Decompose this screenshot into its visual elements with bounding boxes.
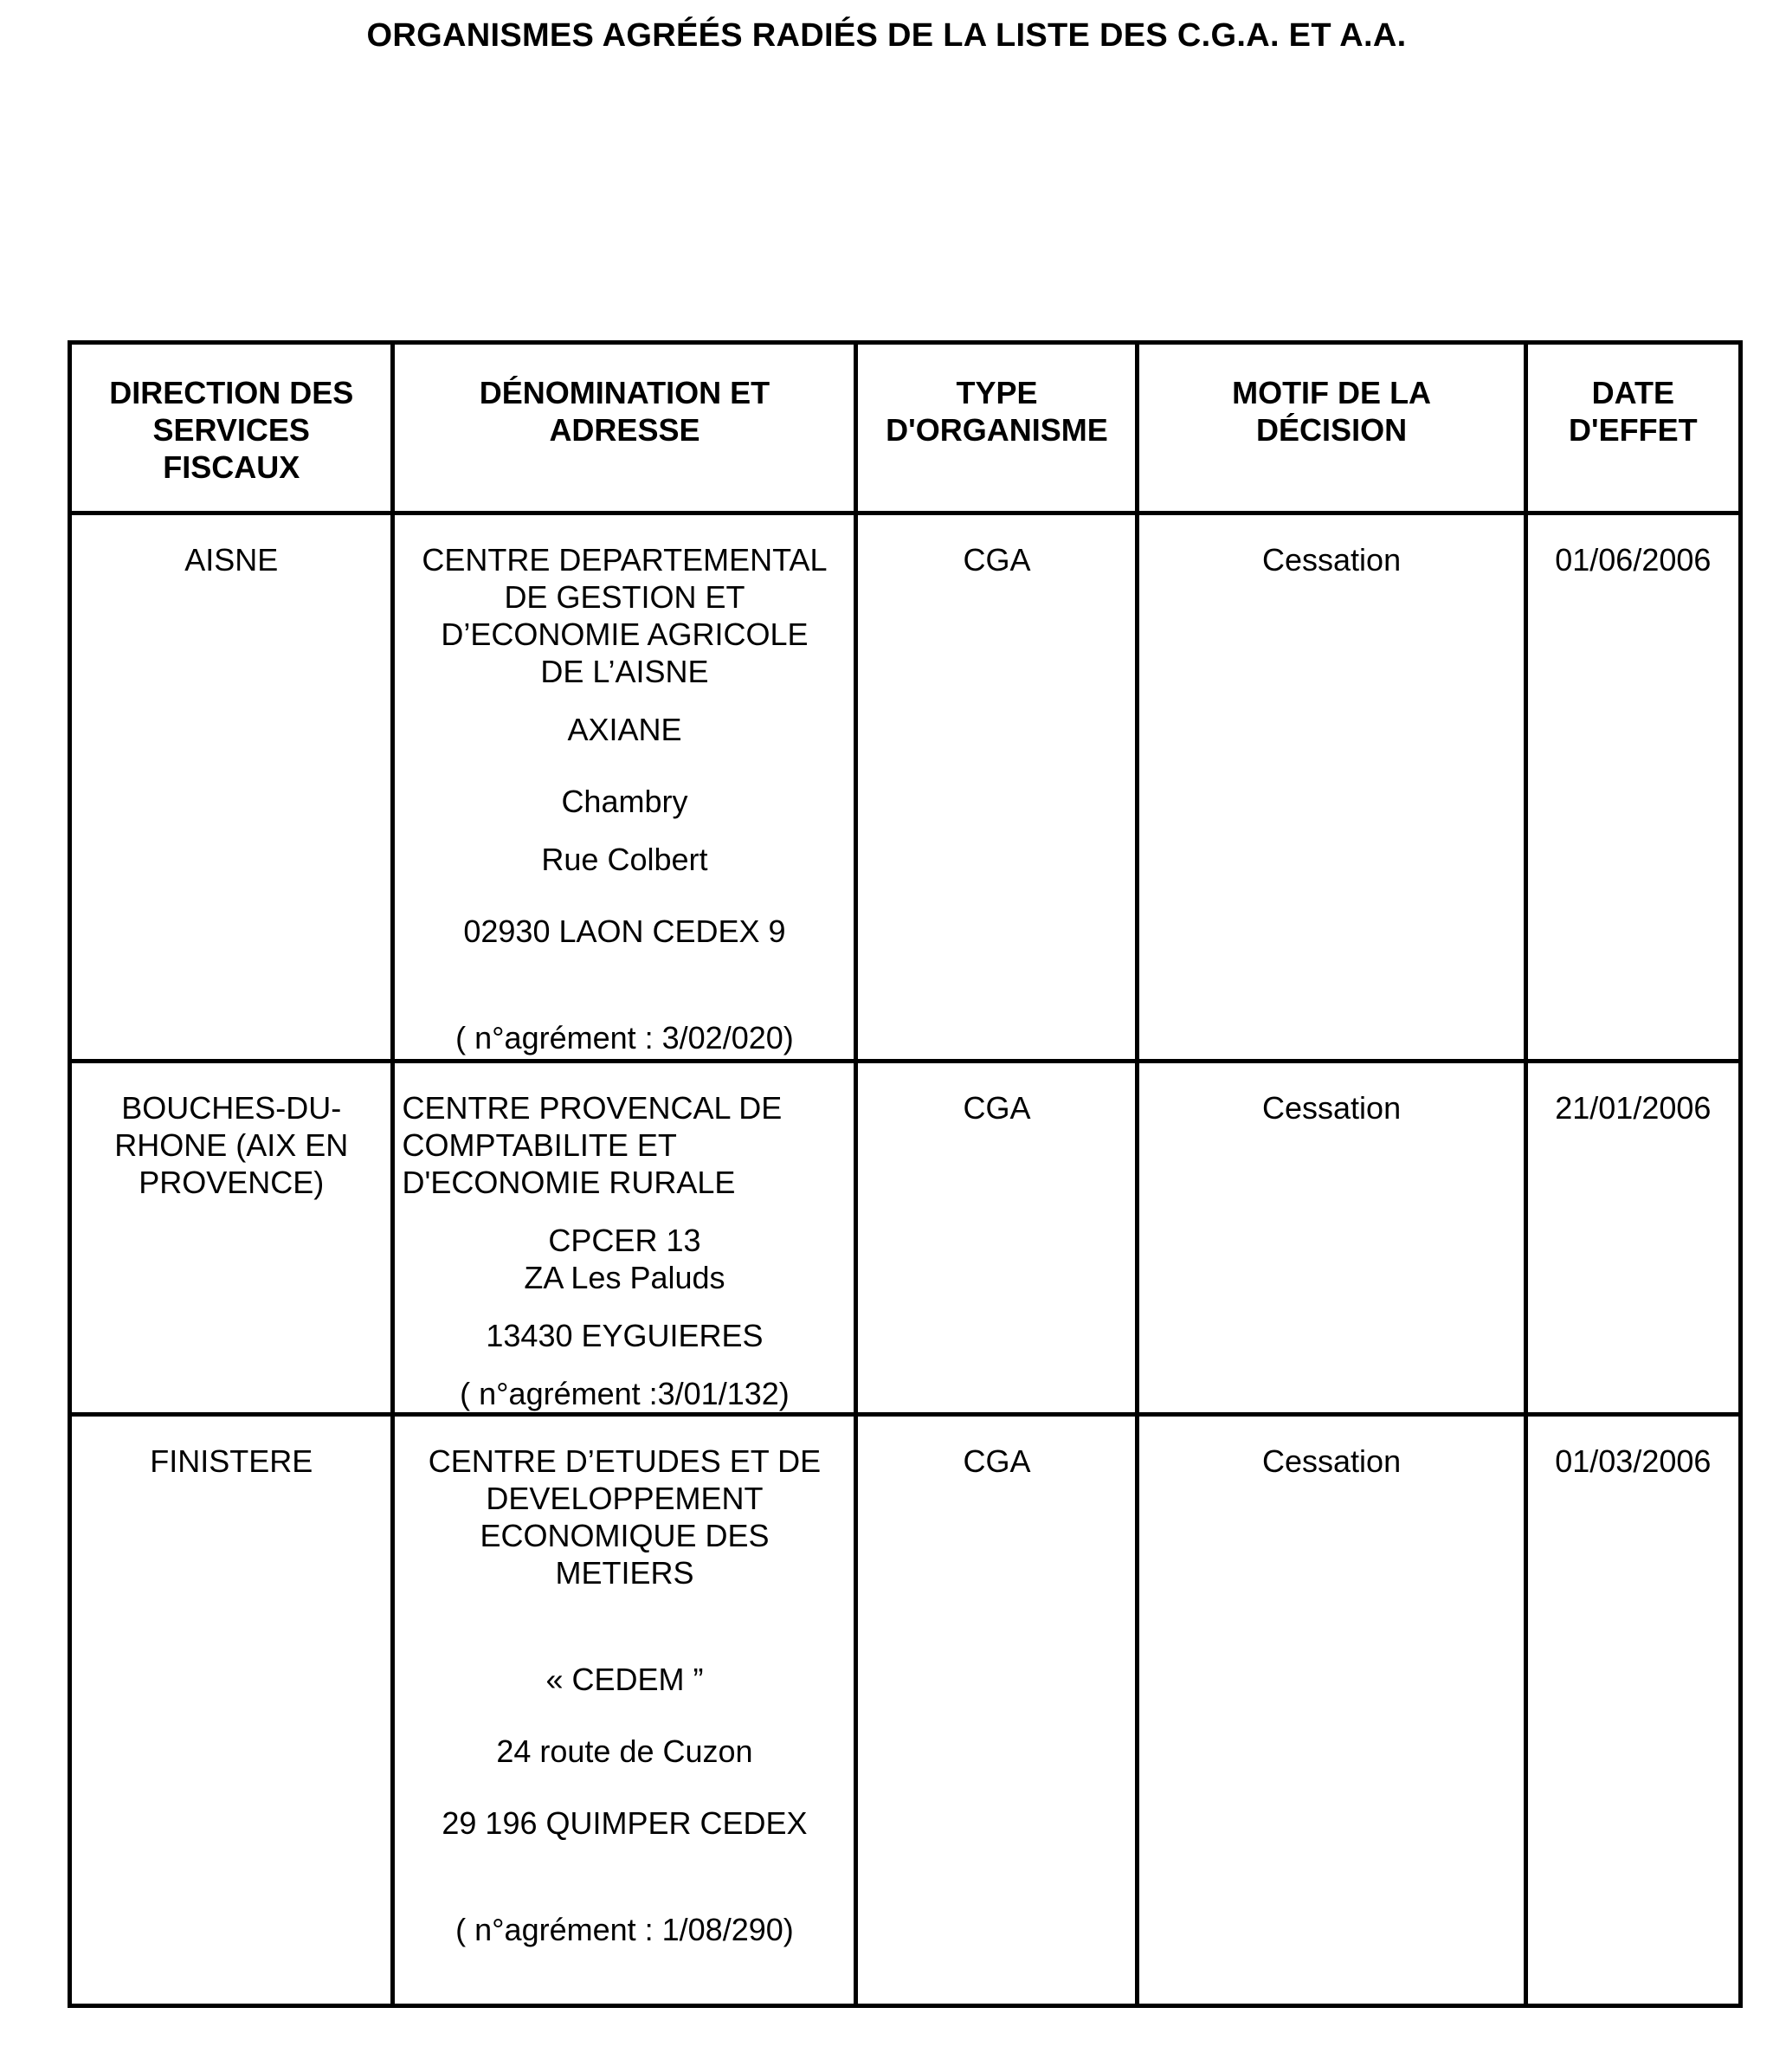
header-motif-decision: MOTIF DE LA DÉCISION [1138, 343, 1525, 513]
address-line: 29 196 QUIMPER CEDEX [442, 1805, 808, 1841]
cell-denomination: CENTRE D’ETUDES ET DE DEVELOPPEMENT ECONOMIQUE DES METIERS « CEDEM ” 24 route de Cuzon 29 196 QUIMPER CEDEX ( n°agrément : 1/08/290) [393, 1415, 856, 2006]
cell-date: 01/03/2006 [1525, 1415, 1740, 2006]
agrement-number: ( n°agrément :3/01/132) [460, 1376, 790, 1411]
header-type-organisme: TYPE D'ORGANISME [856, 343, 1138, 513]
cell-type: CGA [856, 1062, 1138, 1415]
header-direction-services-fiscaux: DIRECTION DES SERVICES FISCAUX [70, 343, 393, 513]
cell-motif: Cessation [1138, 513, 1525, 1062]
header-date-effet: DATE D'EFFET [1525, 343, 1740, 513]
address-line: Rue Colbert [541, 842, 708, 877]
agrement-number: ( n°agrément : 1/08/290) [455, 1912, 794, 1947]
cell-type: CGA [856, 1415, 1138, 2006]
cell-date: 01/06/2006 [1525, 513, 1740, 1062]
cell-denomination: CENTRE DEPARTEMENTAL DE GESTION ET D’ECONOMIE AGRICOLE DE L’AISNE AXIANE Chambry Rue Colbert 02930 LAON CEDEX 9 ( n°agrément : 3/02/020) [393, 513, 856, 1062]
header-denomination-adresse: DÉNOMINATION ET ADRESSE [393, 343, 856, 513]
table-row [70, 1062, 1741, 1415]
cell-direction: AISNE [70, 513, 393, 1062]
cell-type: CGA [856, 513, 1138, 1062]
organism-acronym: AXIANE [567, 712, 682, 747]
address-line: 02930 LAON CEDEX 9 [463, 913, 786, 949]
address-line: Chambry [561, 784, 688, 819]
organism-acronym: CPCER 13 [548, 1223, 701, 1258]
cell-direction: FINISTERE [70, 1415, 393, 2006]
cell-motif: Cessation [1138, 1415, 1525, 2006]
address-line: ZA Les Paluds [524, 1260, 725, 1295]
header-row [70, 343, 1741, 513]
document-title: ORGANISMES AGRÉÉS RADIÉS DE LA LISTE DES C.G.A. ET A.A. [366, 17, 1407, 54]
cell-direction: BOUCHES-DU- RHONE (AIX EN PROVENCE) [70, 1062, 393, 1415]
address-line: 13430 EYGUIERES [486, 1318, 764, 1353]
address-line: 24 route de Cuzon [496, 1733, 753, 1769]
cell-date: 21/01/2006 [1525, 1062, 1740, 1415]
register-table [68, 340, 1743, 2008]
agrement-number: ( n°agrément : 3/02/020) [455, 1020, 794, 1055]
table-row [70, 513, 1741, 1062]
cell-motif: Cessation [1138, 1062, 1525, 1415]
organism-acronym: « CEDEM ” [545, 1662, 704, 1697]
table-row [70, 1415, 1741, 2006]
cell-denomination: CENTRE PROVENCAL DE COMPTABILITE ET D'ECONOMIE RURALE CPCER 13 ZA Les Paluds 13430 EYGUIERES ( n°agrément :3/01/132) [393, 1062, 856, 1415]
